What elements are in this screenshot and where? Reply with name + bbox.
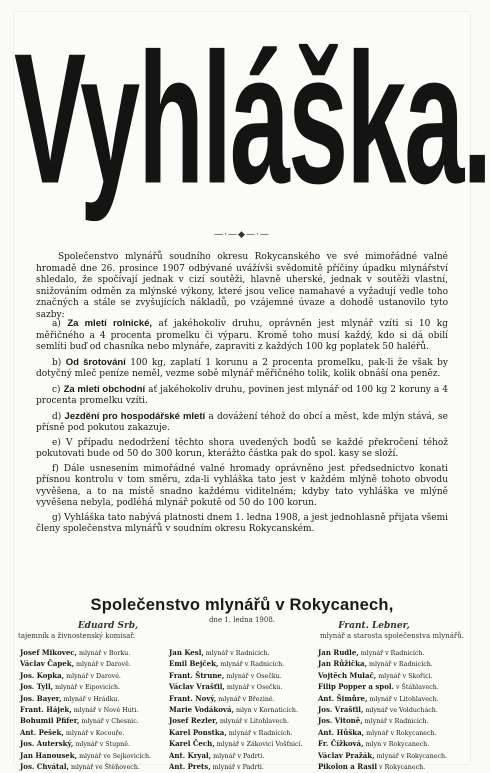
- member-entry: [169, 671, 315, 682]
- member-entry: [20, 659, 166, 670]
- members-column-1: [20, 648, 166, 772]
- member-entry: [169, 751, 315, 762]
- ornament-divider: —·—◆—·—: [214, 230, 270, 240]
- member-place: mlynář v Kocouře.: [63, 729, 125, 737]
- members-column-3: [318, 648, 464, 772]
- member-entry: [169, 716, 315, 727]
- member-place: mlynář v Chesnic.: [79, 718, 139, 726]
- member-entry: [169, 728, 315, 739]
- member-name: Jos. Chvátal,: [20, 762, 69, 772]
- member-entry: [169, 682, 315, 693]
- member-name: Karel Ponstka,: [169, 727, 227, 737]
- member-place: mlynář v Padrti.: [211, 752, 265, 760]
- member-name: Josef Rezler,: [169, 716, 218, 726]
- rule-heading: Od šrotování: [65, 356, 126, 368]
- rule-letter: a): [52, 319, 68, 329]
- rule-item: [36, 318, 448, 354]
- member-name: Frant. Hájek,: [20, 705, 72, 715]
- member-name: Fr. Čížková,: [318, 739, 364, 749]
- member-place: mlynář v Radnicích.: [226, 729, 293, 737]
- rule-heading: Jezdění pro hospodářské mletí: [64, 410, 206, 422]
- member-place: v Štáhlavech.: [393, 684, 439, 692]
- member-name: Jos. Tyll,: [20, 682, 54, 692]
- rule-letter: g): [52, 512, 65, 523]
- member-entry: [20, 762, 166, 773]
- member-place: mlynář v Borku.: [76, 650, 131, 657]
- member-name: Marie Vodáková,: [169, 705, 234, 715]
- rule-text: 100 kg, zaplatí 1 korunu a 2 procenta promelku, pak-li že však by dotyčný mleč peníze neměl, vezme sobě mlynář měřičného tolik, kolik obnáší ona peněz.: [36, 357, 448, 379]
- member-entry: [318, 739, 464, 750]
- member-place: mlynář ve Štěňovech.: [68, 764, 140, 772]
- member-place: mlynář v Darově.: [74, 661, 131, 669]
- member-name: Vojtěch Mulač,: [318, 670, 377, 680]
- member-entry: [318, 694, 464, 705]
- issue-date: dne 1. ledna 1908.: [208, 616, 276, 624]
- notice-title: Vyhláška.: [14, 13, 490, 223]
- member-place: mlynář v Litohlavech.: [217, 718, 289, 726]
- member-entry: [20, 705, 166, 716]
- rule-item: [36, 438, 448, 461]
- member-name: Václav Čapek,: [20, 659, 75, 669]
- member-place: mlynář v Radnicích.: [218, 661, 285, 669]
- member-entry: [20, 682, 166, 693]
- member-entry: [20, 671, 166, 682]
- member-entry: [20, 739, 166, 750]
- member-place: mlynář v Rokycanech.: [364, 729, 437, 737]
- member-entry: [318, 659, 464, 670]
- society-heading: Společenstvo mlynářů v Rokycanech,: [90, 596, 394, 614]
- member-place: mlynář v Stupně.: [73, 741, 130, 749]
- member-name: Frant. Štrune,: [169, 670, 225, 680]
- officer-chairman: [284, 622, 464, 640]
- member-name: Jos. Vitoně,: [318, 716, 363, 726]
- member-place: mlynář v Eipovicích.: [53, 684, 121, 692]
- member-entry: [20, 648, 166, 659]
- member-place: mlynář ve Sejkovicích.: [77, 752, 152, 760]
- intro-paragraph: Společenstvo mlynářů soudního okresu Rokycanského ve své mimořádné valné hromadě dne 26. prosince 1907 odbývané uvážívši svědomitě příčiny úpadku mlynářství shledalo, že spočívají jednak v cizí soutěži, hlavně uherské, jednak v soutěži vlastní, snižováním odměn za mlýnské výkony, které jsou velice namahavé a vyžadují vedle toho značných a stále se zvyšujících nákladů, po vzájemné úvaze a dohodě ustanovilo tyto sazby:: [36, 252, 448, 320]
- member-place: mlynář v Darové.: [64, 672, 121, 680]
- member-entry: [169, 648, 315, 659]
- member-name: Jos. Vrašťil,: [318, 705, 364, 715]
- member-entry: [318, 762, 464, 773]
- member-name: Ant. Prets,: [169, 762, 211, 772]
- member-entry: [318, 682, 464, 693]
- member-place: mlynář v Nové Huti.: [71, 707, 139, 715]
- rule-text: Dále usnesením mimořádné valné hromady oprávněno jest předsednictvo konati přísnou kontrolu v tom směru, zda-li vyhláška tato jest v každém mlýně tohoto obvodu vyvěšena, a to na místě snadno každému viditelném; kdyby tato vyhláška ve mlýně vyvěšena nebyla, podléhá mlynář pokutě od 50 do 100 korun.: [36, 463, 449, 508]
- officer-secretary: [18, 622, 198, 640]
- rule-letter: e): [52, 437, 66, 448]
- rule-text: V případu nedodržení těchto shora uvedených bodů se každé překročení téhož pokutovati bude od 50 do 300 korun, kterážto částka pak do spol. kasy se složí.: [36, 437, 448, 459]
- member-name: Bohumil Pfifer,: [20, 716, 80, 726]
- member-name: Jos. Kopka,: [20, 670, 65, 680]
- rule-text: a dovážení téhož do obcí a měst, kde mlýn stává, se přísně pod pokutou zakazuje.: [36, 411, 448, 433]
- member-entry: [318, 705, 464, 716]
- member-place: mlynář v Skořici.: [376, 672, 433, 680]
- member-entry: [318, 648, 464, 659]
- member-entry: [169, 705, 315, 716]
- member-name: Emil Bejček,: [169, 659, 219, 669]
- member-entry: [318, 716, 464, 727]
- rule-item: [36, 513, 448, 536]
- member-place: mlynář v Radnicích.: [203, 650, 270, 657]
- member-place: mlynář v Osečku.: [224, 672, 282, 680]
- member-name: Josef Mikovec,: [20, 648, 77, 657]
- member-entry: [20, 728, 166, 739]
- rule-letter: d): [52, 411, 65, 422]
- member-name: Jan Hanousek,: [20, 750, 78, 760]
- rule-text: ať jakéhokoliv druhu, povinen jest mlynář od 100 kg 2 koruny a 4 procenta promelku vzíti.: [36, 384, 449, 406]
- member-entry: [20, 694, 166, 705]
- member-place: mlyn v Kornaticích.: [233, 707, 298, 715]
- member-name: Filip Popper a spol.: [318, 682, 394, 692]
- member-name: Jan Růžička,: [318, 659, 367, 669]
- member-name: Ant. Hůška,: [318, 727, 365, 737]
- officer-role: mlynář a starosta společenstva mlynářů.: [319, 631, 464, 640]
- rule-text: ať jakéhokoliv druhu, oprávněn jest mlynář vzíti si 10 kg měřičného a 4 procenta promelku či výparu. Kromě toho musí každý, kdo si dá obilí semlíti buď od chasníka nebo mlynáře, zapraviti z každých 100 kg poplatek 50 haléřů.: [36, 319, 448, 352]
- members-column-2: [169, 648, 315, 772]
- rule-item: [36, 464, 448, 510]
- members-list: [20, 648, 464, 772]
- member-name: Ant. Pešek,: [20, 727, 64, 737]
- member-place: mlynář v Litohlavech.: [367, 695, 439, 703]
- rule-heading: Za mletí rolnické,: [67, 318, 153, 329]
- notice-sheet: [14, 12, 490, 772]
- rule-item: [36, 357, 448, 381]
- member-name: Václav Pražák,: [318, 750, 375, 760]
- member-name: Jan Rudle,: [318, 648, 359, 657]
- member-place: mlynář v Rokycanech.: [374, 752, 448, 760]
- rule-letter: b): [52, 357, 66, 368]
- member-entry: [318, 728, 464, 739]
- member-place: mlynář v Radnicích.: [362, 718, 429, 726]
- rule-heading: Za mletí obchodní: [63, 383, 146, 395]
- member-name: Jos. Auterský,: [20, 739, 74, 749]
- member-name: Jos. Bayer,: [20, 693, 62, 703]
- member-entry: [318, 751, 464, 762]
- member-place: mlynář v Padrti.: [210, 764, 264, 772]
- rules-list: [36, 318, 448, 539]
- member-place: mlynář v Radnicích.: [358, 650, 425, 657]
- member-name: Frant. Nový,: [169, 693, 217, 703]
- member-name: Pikolon a Rasil: [318, 762, 378, 772]
- member-name: Karel Čech,: [169, 739, 215, 749]
- rule-item: [36, 411, 448, 435]
- officer-name: Eduard Srb,: [77, 621, 139, 631]
- member-entry: [169, 739, 315, 750]
- officer-name: Frant. Lebner,: [338, 621, 410, 631]
- rule-text: Vyhláška tato nabývá platnosti dnem 1. ledna 1908, a jest jednohlasně přijata všemi členy společenstva mlynářů v soudním okresu Rokycanském.: [36, 512, 448, 534]
- member-name: Ant. Kryal,: [169, 750, 212, 760]
- officer-role: tajemník a živnostenský komisař.: [18, 631, 136, 640]
- member-name: Václav Vrašťil,: [169, 682, 225, 692]
- rule-item: [36, 384, 448, 408]
- member-entry: [169, 659, 315, 670]
- member-place: mlynář v Radnicích.: [367, 661, 433, 669]
- member-place: mlynář v Hrádku.: [61, 695, 120, 703]
- member-entry: [169, 762, 315, 773]
- rule-letter: f): [52, 463, 64, 474]
- member-place: mlynář ve Volduchách.: [363, 707, 438, 715]
- member-place: mlynář v Březině.: [216, 695, 275, 703]
- rule-letter: c): [52, 384, 64, 395]
- member-place: mlyn v Rokycanech.: [363, 741, 430, 749]
- member-name: Ant. Šimůre,: [318, 693, 368, 703]
- member-name: Jan Kesl,: [169, 648, 204, 657]
- member-entry: [20, 716, 166, 727]
- member-entry: [20, 751, 166, 762]
- member-entry: [169, 694, 315, 705]
- member-place: mlynář v Zákovicí Vošťnicí.: [214, 741, 303, 749]
- member-place: v Rokycanech.: [377, 764, 426, 772]
- member-place: mlynář v Osečku.: [224, 684, 283, 692]
- member-entry: [318, 671, 464, 682]
